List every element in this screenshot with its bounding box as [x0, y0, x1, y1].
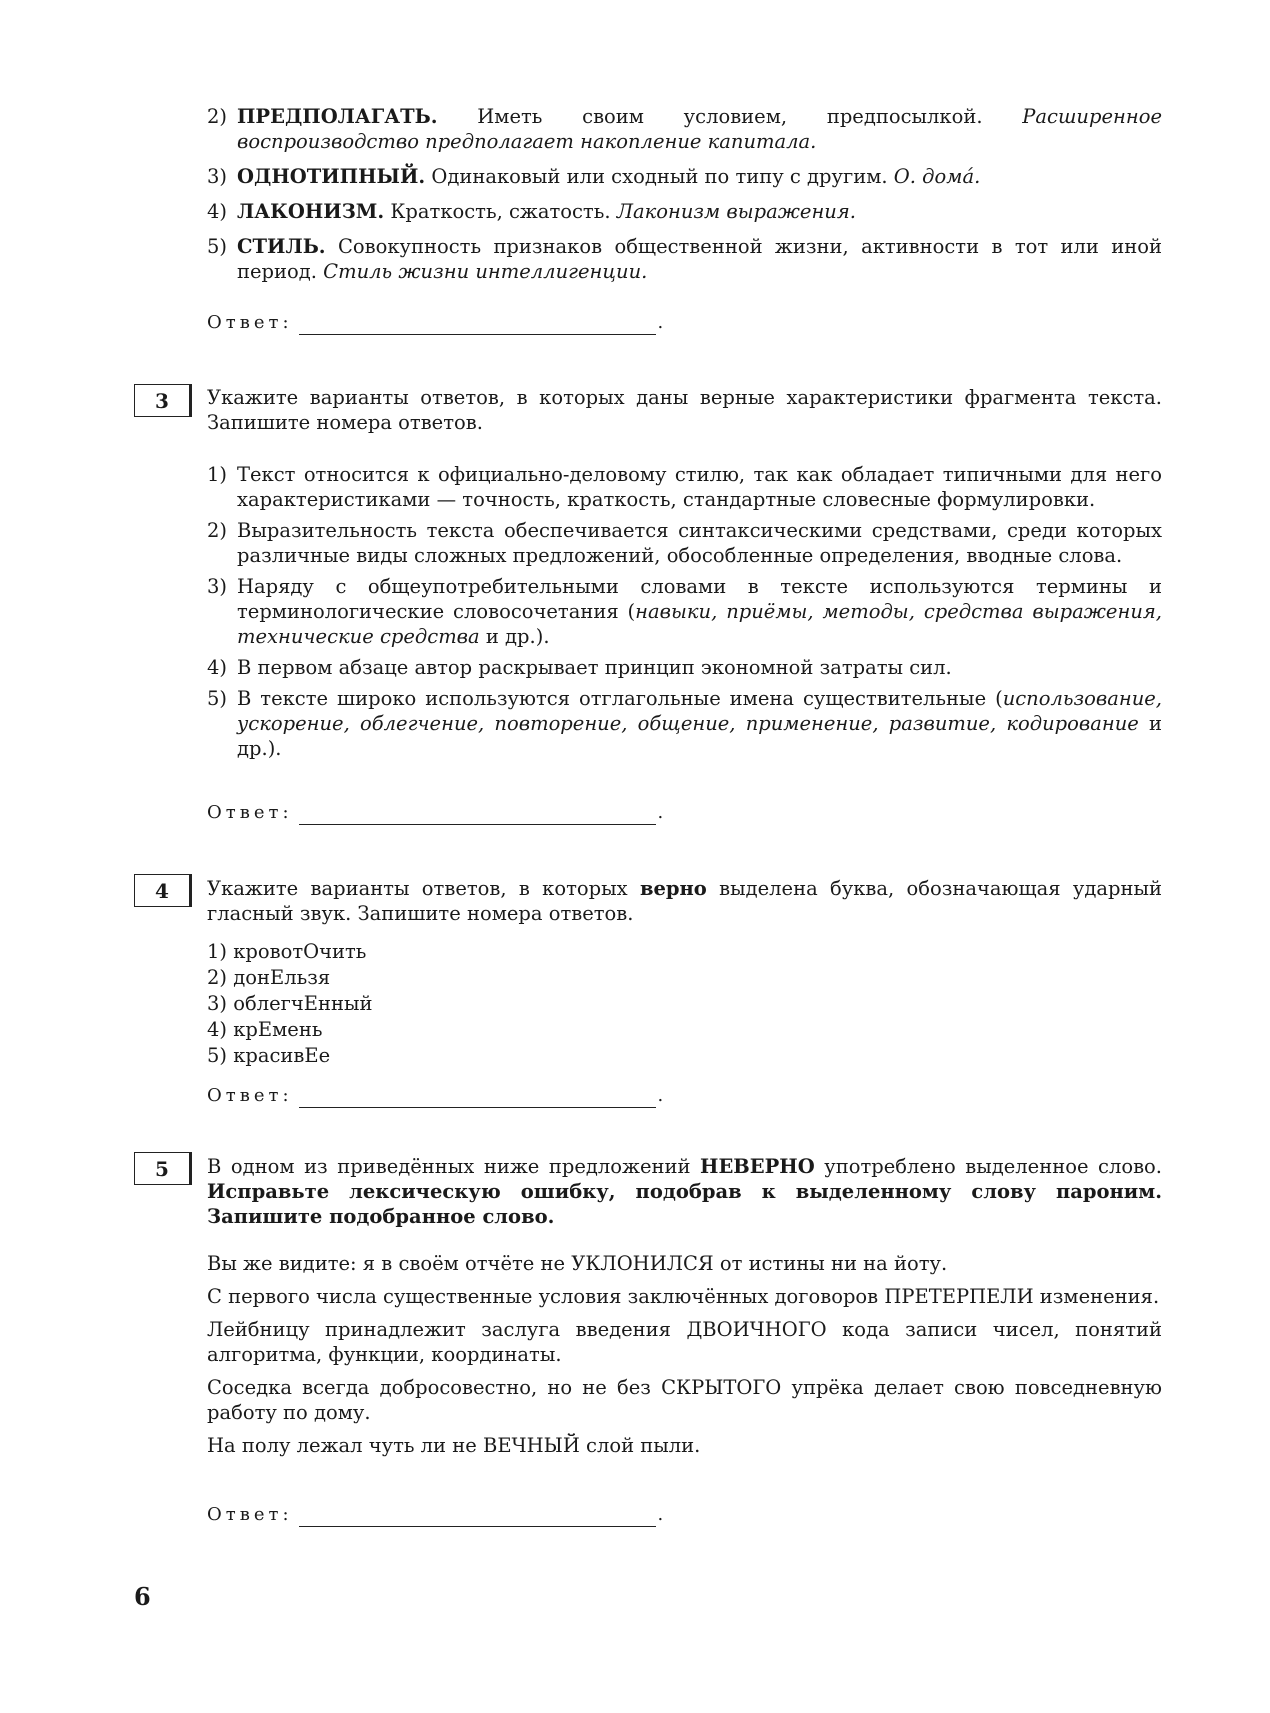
list-item: 4) крЕмень — [207, 1018, 323, 1041]
question-5-prompt: В одном из приведённых ниже предложений НЕВЕРНО употреблено выделенное слово. Исправьте лексическую ошибку, подобрав к выделенному слову пароним. Запишите подобранное слово. — [207, 1155, 1162, 1228]
sentence: Лейбницу принадлежит заслуга введения ДВОИЧНОГО кода записи чисел, понятий алгоритма, функции, координаты. — [207, 1318, 1162, 1366]
question-4-prompt: Укажите варианты ответов, в которых верно выделена буква, обозначающая ударный гласный звук. Запишите номера ответов. — [207, 877, 1162, 925]
page-number: 6 — [134, 1582, 151, 1611]
list-item: 2) донЕльзя — [207, 966, 331, 989]
question-number-box: 5 — [134, 1152, 192, 1185]
sentence: На полу лежал чуть ли не ВЕЧНЫЙ слой пыли. — [207, 1434, 701, 1457]
answer-line[interactable] — [299, 806, 656, 825]
question-3-prompt: Укажите варианты ответов, в которых даны верные характеристики фрагмента текста. Запишите номера ответов. — [207, 386, 1162, 434]
list-item: 5) красивЕе — [207, 1044, 331, 1067]
answer-field-q2[interactable]: Ответ: . — [207, 312, 664, 333]
question-number-box: 4 — [134, 874, 192, 907]
list-item: 3) облегчЕнный — [207, 992, 373, 1015]
question-4-words — [207, 939, 1162, 1069]
question-3-options — [207, 462, 1162, 767]
sentence: Вы же видите: я в своём отчёте не УКЛОНИЛСЯ от истины ни на йоту. — [207, 1252, 948, 1275]
list-item: 5) СТИЛЬ. Совокупность признаков общественной жизни, активности в тот или иной период. Стиль жизни интеллигенции. — [207, 235, 1162, 283]
answer-line[interactable] — [299, 1089, 656, 1108]
answer-field-q5[interactable]: Ответ: . — [207, 1504, 664, 1525]
question-number-box: 3 — [134, 384, 192, 417]
list-item: 4) ЛАКОНИЗМ. Краткость, сжатость. Лаконизм выражения. — [207, 200, 856, 223]
answer-line[interactable] — [299, 316, 656, 335]
list-item: 1) кровотОчить — [207, 940, 367, 963]
option-item: 5) В тексте широко используются отглагольные имена существительные (использование, ускорение, облегчение, повторение, общение, применение, развитие, кодирование и др.). — [207, 687, 1163, 760]
option-item: 4) В первом абзаце автор раскрывает принцип экономной затраты сил. — [207, 656, 952, 679]
sentence: С первого числа существенные условия заключённых договоров ПРЕТЕРПЕЛИ изменения. — [207, 1285, 1160, 1308]
list-item: 2) ПРЕДПОЛАГАТЬ. Иметь своим условием, предпосылкой. Расширенное воспроизводство предполагает накопление капитала. — [207, 105, 1162, 153]
list-item: 3) ОДНОТИПНЫЙ. Одинаковый или сходный по типу с другим. О. домá. — [207, 165, 981, 188]
answer-field-q4[interactable]: Ответ: . — [207, 1085, 664, 1106]
sentence: Соседка всегда добросовестно, но не без СКРЫТОГО упрёка делает свою повседневную работу по дому. — [207, 1376, 1162, 1424]
option-item: 1) Текст относится к официально-деловому стилю, так как обладает типичными для него характеристиками — точность, краткость, стандартные словесные формулировки. — [207, 463, 1162, 511]
answer-field-q3[interactable]: Ответ: . — [207, 802, 664, 823]
answer-line[interactable] — [299, 1508, 656, 1527]
definitions-list — [207, 104, 1162, 290]
option-item: 3) Наряду с общеупотребительными словами в тексте используются термины и терминологические словосочетания (навыки, приёмы, методы, средства выражения, технические средства и др.). — [207, 575, 1162, 648]
option-item: 2) Выразительность текста обеспечивается синтаксическими средствами, среди которых различные виды сложных предложений, обособленные определения, вводные слова. — [207, 519, 1162, 567]
question-5-sentences — [207, 1251, 1162, 1458]
